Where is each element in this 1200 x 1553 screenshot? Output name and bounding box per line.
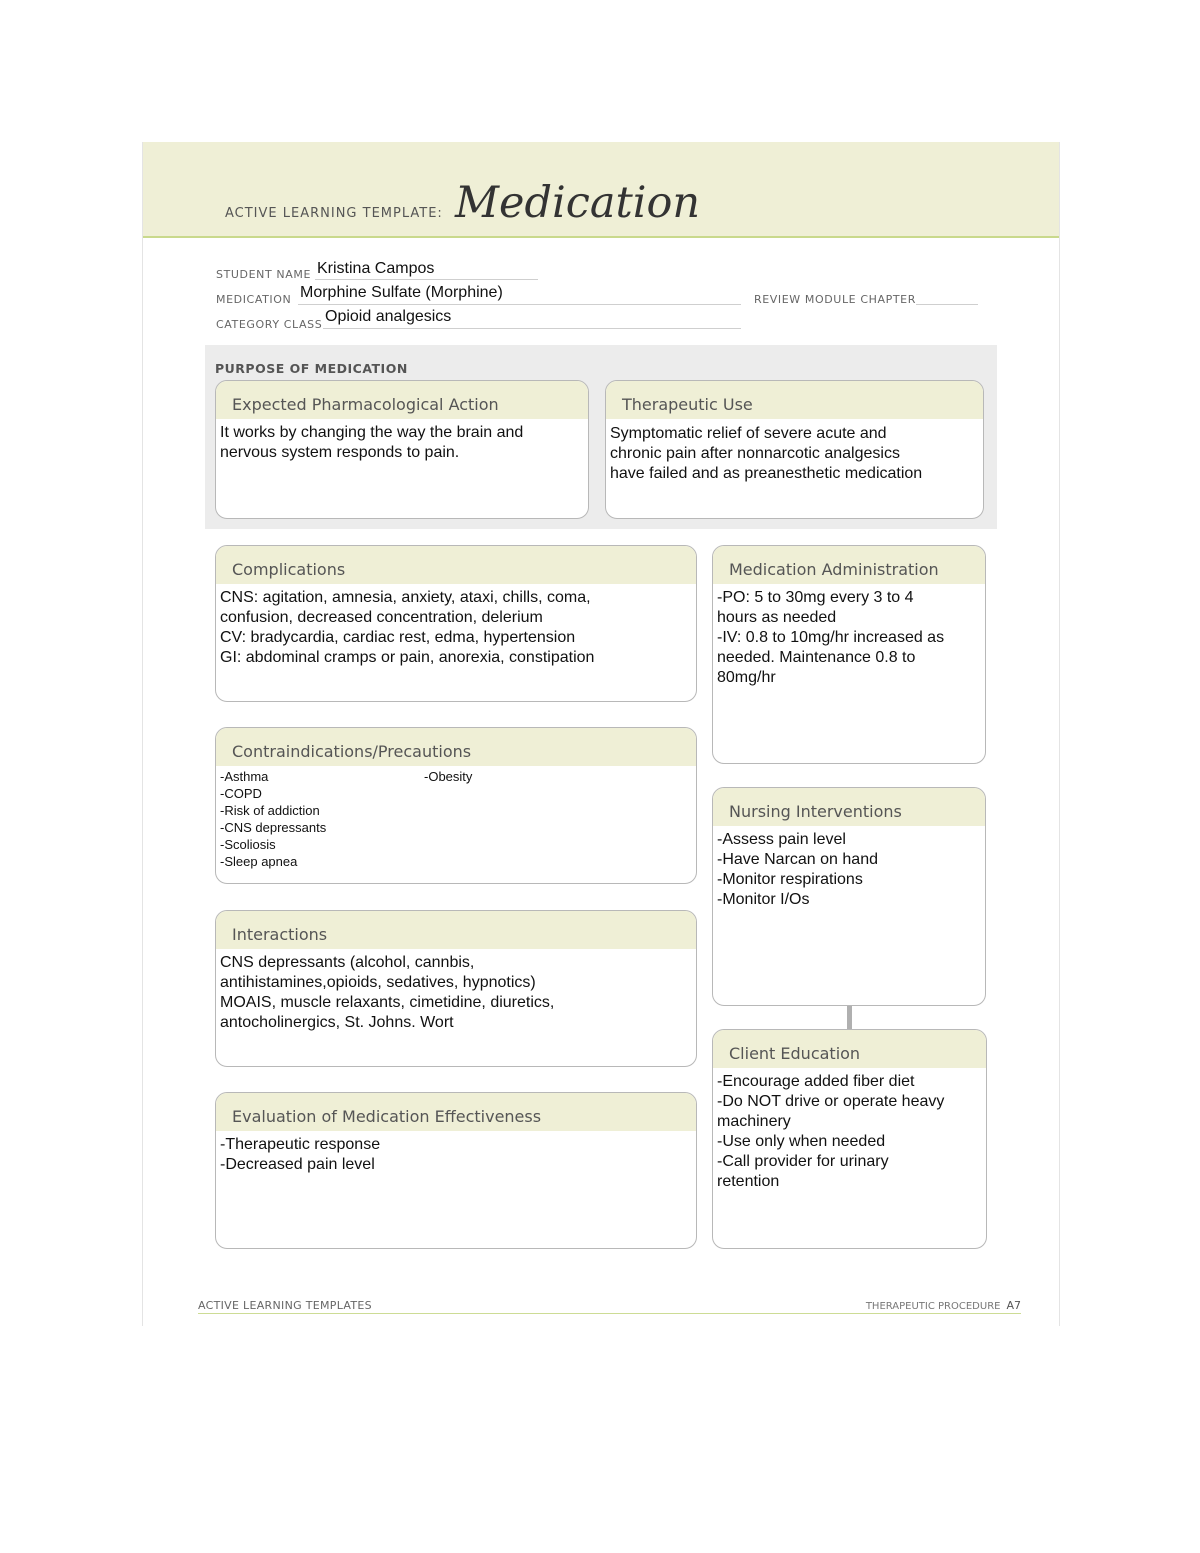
administration-line: hours as needed	[717, 609, 837, 626]
interactions-box	[215, 910, 697, 1067]
nursing-line: -Monitor I/Os	[717, 891, 810, 908]
medication-label: MEDICATION	[216, 293, 292, 306]
administration-title: Medication Administration	[713, 546, 985, 584]
footer-section: THERAPEUTIC PROCEDURE	[865, 1301, 1001, 1312]
complications-title: Complications	[216, 546, 696, 584]
contraindications-box	[215, 727, 697, 884]
client-education-line: -Call provider for urinary	[717, 1153, 889, 1170]
contraindication-item: -Obesity	[424, 769, 473, 784]
interactions-line: MOAIS, muscle relaxants, cimetidine, diuretics,	[220, 994, 555, 1011]
interactions-line: antocholinergics, St. Johns. Wort	[220, 1014, 454, 1031]
therapeutic-use-line: chronic pain after nonnarcotic analgesics	[610, 445, 900, 462]
contraindications-body[interactable]	[216, 766, 696, 870]
therapeutic-use-title: Therapeutic Use	[606, 381, 983, 419]
evaluation-body[interactable]	[216, 1131, 696, 1175]
nursing-line: -Assess pain level	[717, 831, 846, 848]
nursing-title: Nursing Interventions	[713, 788, 985, 826]
template-label: ACTIVE LEARNING TEMPLATE:	[225, 206, 443, 221]
expected-action-body[interactable]	[216, 419, 588, 463]
purpose-section	[205, 345, 997, 529]
client-education-line: -Do NOT drive or operate heavy	[717, 1093, 945, 1110]
therapeutic-use-line: have failed and as preanesthetic medication	[610, 465, 923, 482]
expected-action-title: Expected Pharmacological Action	[216, 381, 588, 419]
administration-line: needed. Maintenance 0.8 to	[717, 649, 916, 666]
student-name-value[interactable]: Kristina Campos	[317, 260, 435, 277]
interactions-body[interactable]	[216, 949, 696, 1033]
client-education-box	[712, 1029, 987, 1249]
evaluation-title: Evaluation of Medication Effectiveness	[216, 1093, 696, 1131]
complications-line: GI: abdominal cramps or pain, anorexia, constipation	[220, 649, 595, 666]
purpose-label: PURPOSE OF MEDICATION	[215, 361, 408, 376]
administration-line: 80mg/hr	[717, 669, 776, 686]
page-number: A7	[1006, 1299, 1021, 1312]
evaluation-line: -Therapeutic response	[220, 1136, 381, 1153]
medication-line	[298, 304, 741, 305]
template-page	[142, 142, 1060, 1326]
footer-right	[866, 1299, 1021, 1312]
category-line	[323, 328, 741, 329]
interactions-title: Interactions	[216, 911, 696, 949]
complications-line: confusion, decreased concentration, delerium	[220, 609, 543, 626]
nursing-line: -Have Narcan on hand	[717, 851, 878, 868]
review-module-line[interactable]	[916, 304, 978, 305]
contraindication-item: -COPD	[220, 786, 262, 801]
therapeutic-use-box	[605, 380, 984, 519]
evaluation-box	[215, 1092, 697, 1249]
expected-action-line: It works by changing the way the brain and	[220, 424, 524, 441]
footer-rule	[198, 1313, 1021, 1314]
client-education-line: machinery	[717, 1113, 791, 1130]
evaluation-line: -Decreased pain level	[220, 1156, 375, 1173]
interactions-line: antihistamines,opioids, sedatives, hypnotics)	[220, 974, 536, 991]
student-name-label: STUDENT NAME	[216, 268, 312, 281]
header-banner	[143, 142, 1059, 238]
complications-box	[215, 545, 697, 702]
contraindications-title: Contraindications/Precautions	[216, 728, 696, 766]
administration-line: -PO: 5 to 30mg every 3 to 4	[717, 589, 914, 606]
client-education-title: Client Education	[713, 1030, 986, 1068]
complications-body[interactable]	[216, 584, 696, 668]
client-education-body[interactable]	[713, 1068, 986, 1192]
client-education-line: -Encourage added fiber diet	[717, 1073, 915, 1090]
contraindication-item: -Sleep apnea	[220, 854, 298, 869]
category-value[interactable]: Opioid analgesics	[325, 308, 452, 325]
expected-action-box	[215, 380, 589, 519]
administration-box	[712, 545, 986, 764]
page-title: Medication	[455, 178, 701, 228]
student-name-line	[315, 279, 538, 280]
medication-value[interactable]: Morphine Sulfate (Morphine)	[300, 284, 503, 301]
nursing-box	[712, 787, 986, 1006]
client-education-line: retention	[717, 1173, 780, 1190]
nursing-body[interactable]	[713, 826, 985, 910]
contraindication-item: -Asthma	[220, 769, 269, 784]
review-module-label: REVIEW MODULE CHAPTER	[754, 293, 916, 306]
contraindication-item: -CNS depressants	[220, 820, 327, 835]
category-label: CATEGORY CLASS	[216, 318, 323, 331]
therapeutic-use-body[interactable]	[606, 419, 983, 484]
administration-body[interactable]	[713, 584, 985, 688]
complications-line: CV: bradycardia, cardiac rest, edma, hypertension	[220, 629, 576, 646]
interactions-line: CNS depressants (alcohol, cannbis,	[220, 954, 475, 971]
therapeutic-use-line: Symptomatic relief of severe acute and	[610, 425, 887, 442]
administration-line: -IV: 0.8 to 10mg/hr increased as	[717, 629, 945, 646]
contraindication-item: -Risk of addiction	[220, 803, 320, 818]
footer-left: ACTIVE LEARNING TEMPLATES	[198, 1299, 372, 1312]
complications-line: CNS: agitation, amnesia, anxiety, ataxi, chills, coma,	[220, 589, 591, 606]
client-education-line: -Use only when needed	[717, 1133, 886, 1150]
nursing-line: -Monitor respirations	[717, 871, 863, 888]
expected-action-line: nervous system responds to pain.	[220, 444, 460, 461]
contraindication-item: -Scoliosis	[220, 837, 276, 852]
